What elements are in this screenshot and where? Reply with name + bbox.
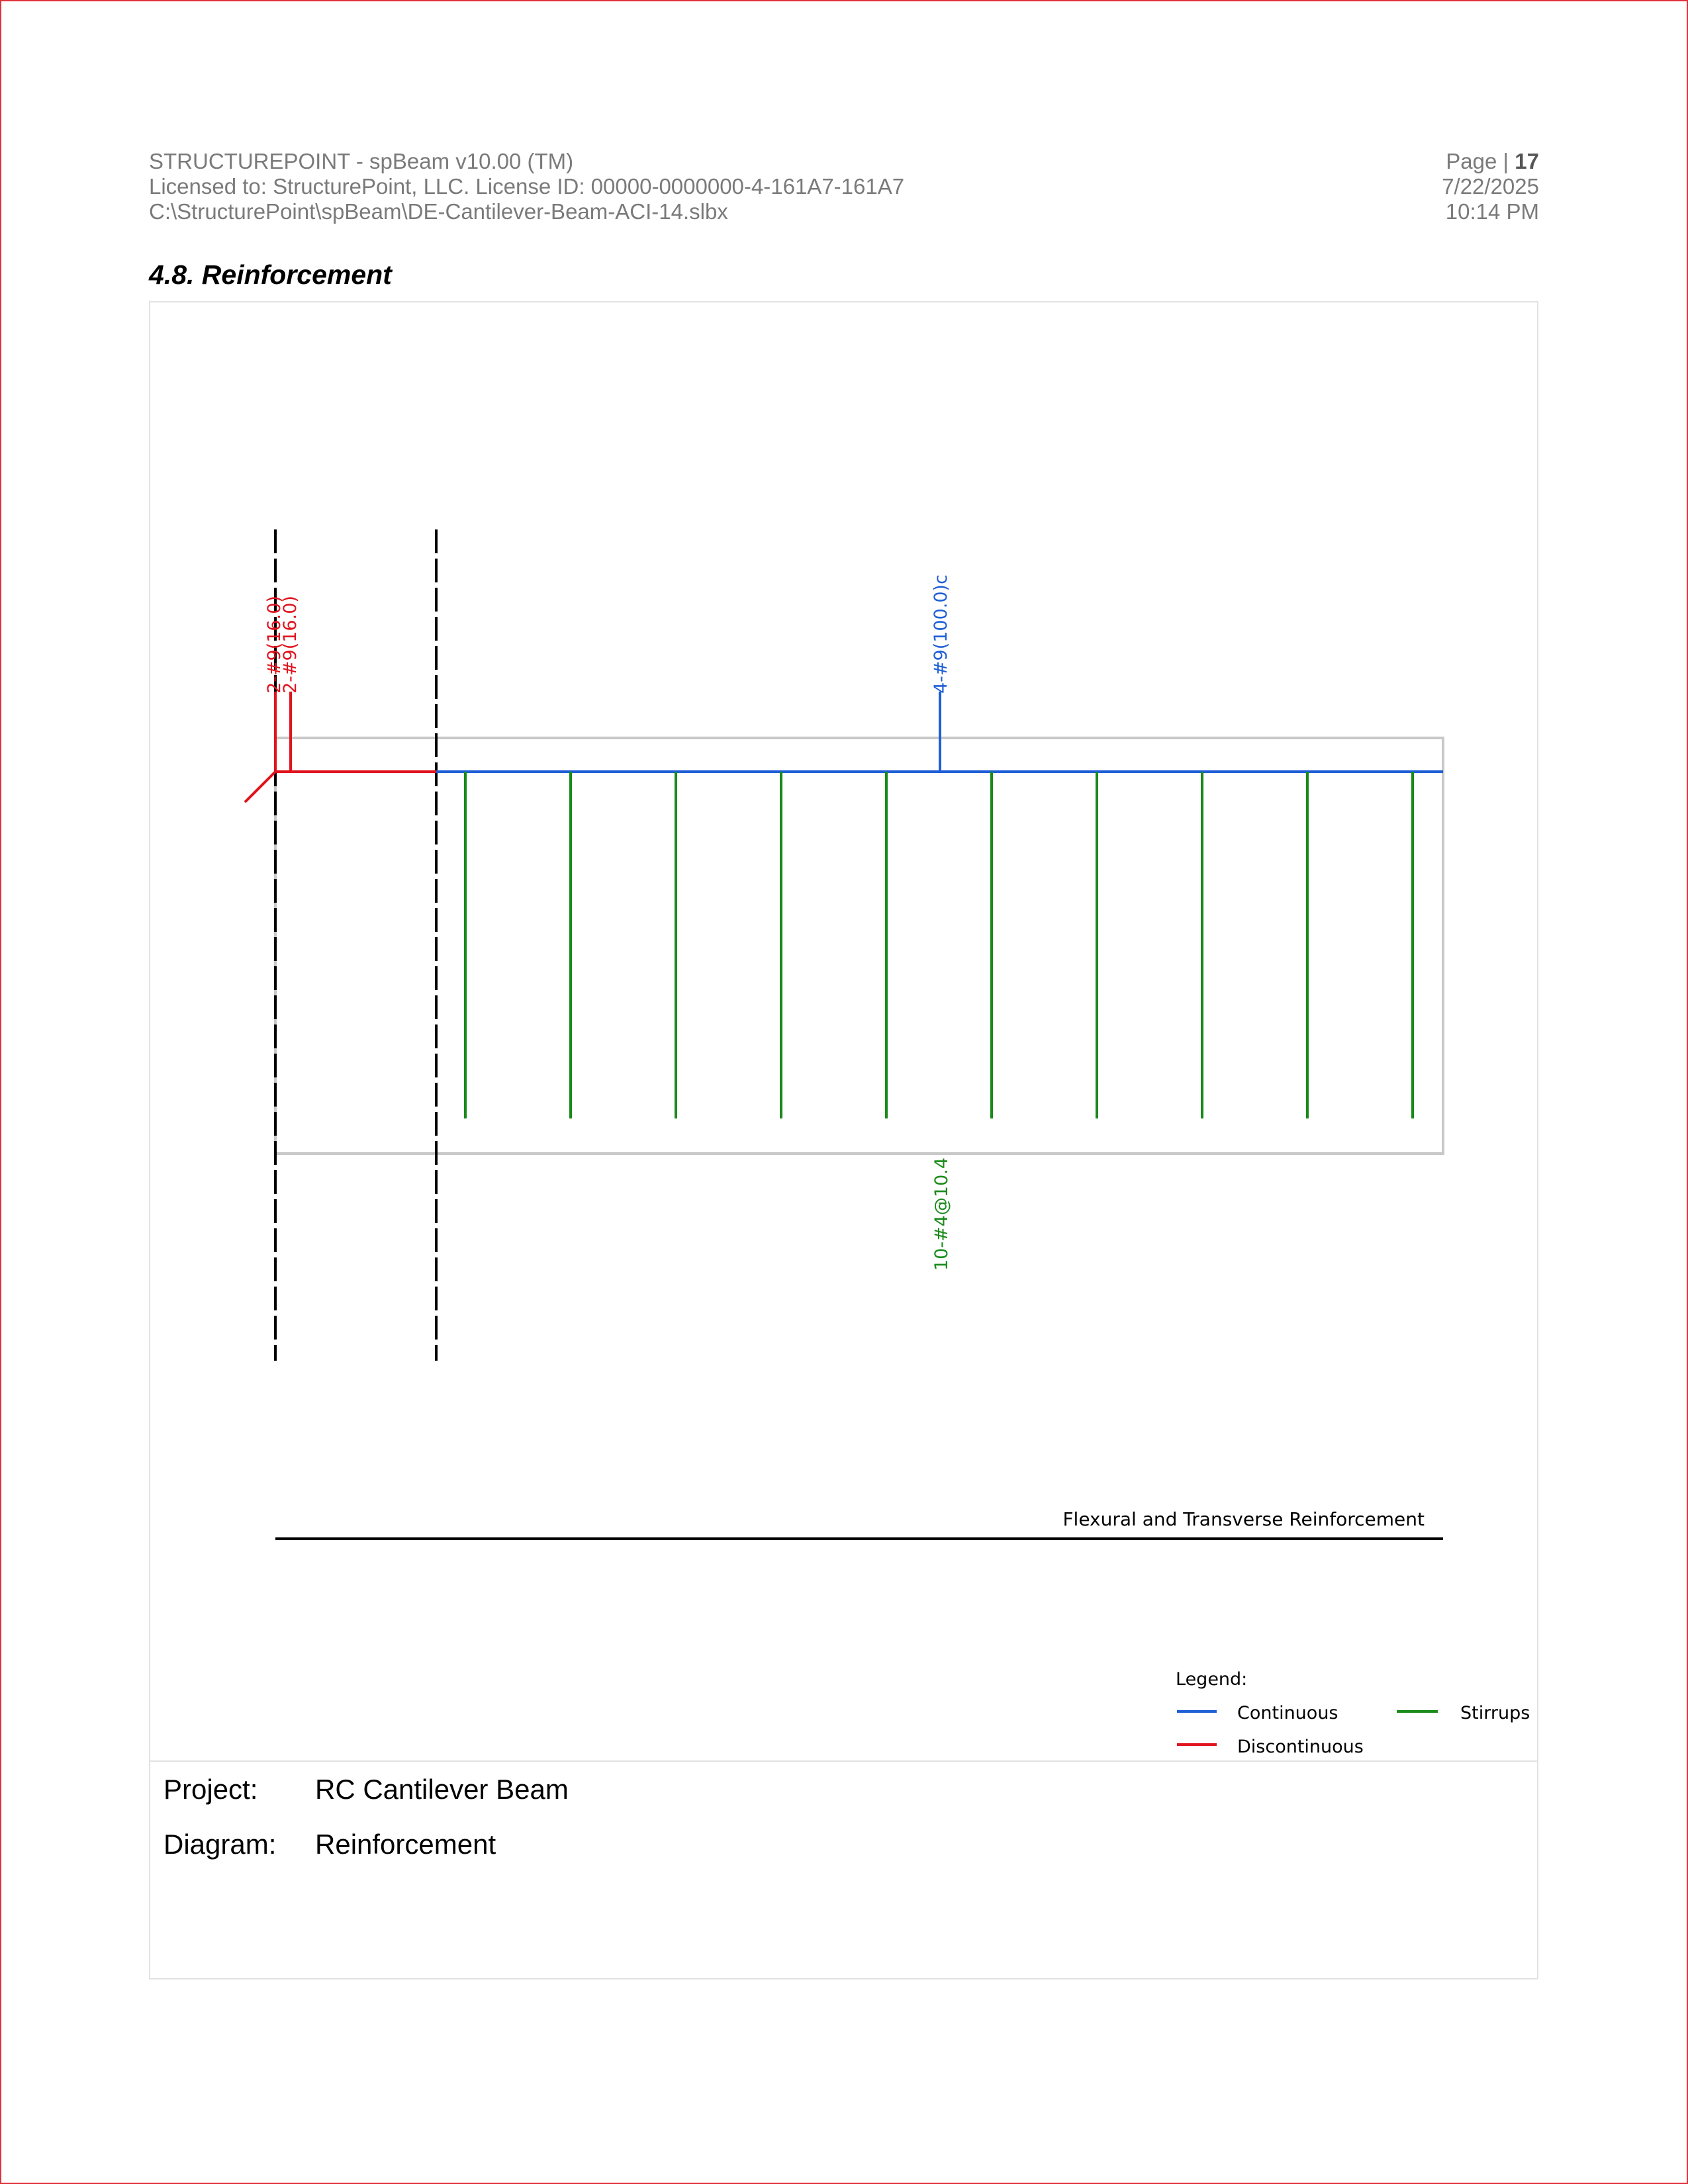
continuous-bar-label: 4-#9(100.0)c bbox=[931, 574, 951, 694]
header-date: 7/22/2025 bbox=[1442, 174, 1539, 199]
continuous-bars bbox=[436, 692, 1443, 772]
diagram-value: Reinforcement bbox=[315, 1829, 496, 1860]
legend-stirrups-label: Stirrups bbox=[1460, 1703, 1530, 1723]
info-panel bbox=[149, 1760, 1538, 1979]
discontinuous-bar-label-1: 2-#9(16.0) bbox=[264, 596, 285, 694]
header-time: 10:14 PM bbox=[1445, 199, 1539, 224]
stirrups bbox=[465, 772, 1413, 1118]
legend bbox=[1176, 1669, 1530, 1757]
legend-discontinuous-label: Discontinuous bbox=[1237, 1737, 1364, 1757]
discontinuous-bars bbox=[245, 692, 436, 802]
header-program-line: STRUCTUREPOINT - spBeam v10.00 (TM) bbox=[149, 149, 574, 173]
project-value: RC Cantilever Beam bbox=[315, 1774, 569, 1805]
stirrups-label: 10-#4@10.4 bbox=[931, 1157, 952, 1271]
legend-continuous-label: Continuous bbox=[1237, 1703, 1338, 1723]
diagram-label: Diagram: bbox=[164, 1829, 277, 1860]
discontinuous-bar-label-2: 2-#9(16.0) bbox=[280, 596, 301, 694]
header-license-line: Licensed to: StructurePoint, LLC. License ID: 00000-0000000-4-161A7-161A7 bbox=[149, 174, 905, 199]
page-number: 17 bbox=[1515, 149, 1539, 173]
beam-outline bbox=[275, 738, 1443, 1154]
legend-title: Legend: bbox=[1176, 1669, 1248, 1690]
project-row bbox=[164, 1774, 569, 1805]
discontinuous-bar-hook bbox=[245, 772, 275, 802]
section-title: 4.8. Reinforcement bbox=[149, 259, 392, 290]
project-label: Project: bbox=[164, 1774, 258, 1805]
diagram-caption: Flexural and Transverse Reinforcement bbox=[1062, 1508, 1425, 1530]
diagram-row bbox=[164, 1829, 496, 1860]
page-label: Page | bbox=[1446, 149, 1515, 173]
header-file-path: C:\StructurePoint\spBeam\DE-Cantilever-Beam-ACI-14.slbx bbox=[149, 199, 728, 224]
